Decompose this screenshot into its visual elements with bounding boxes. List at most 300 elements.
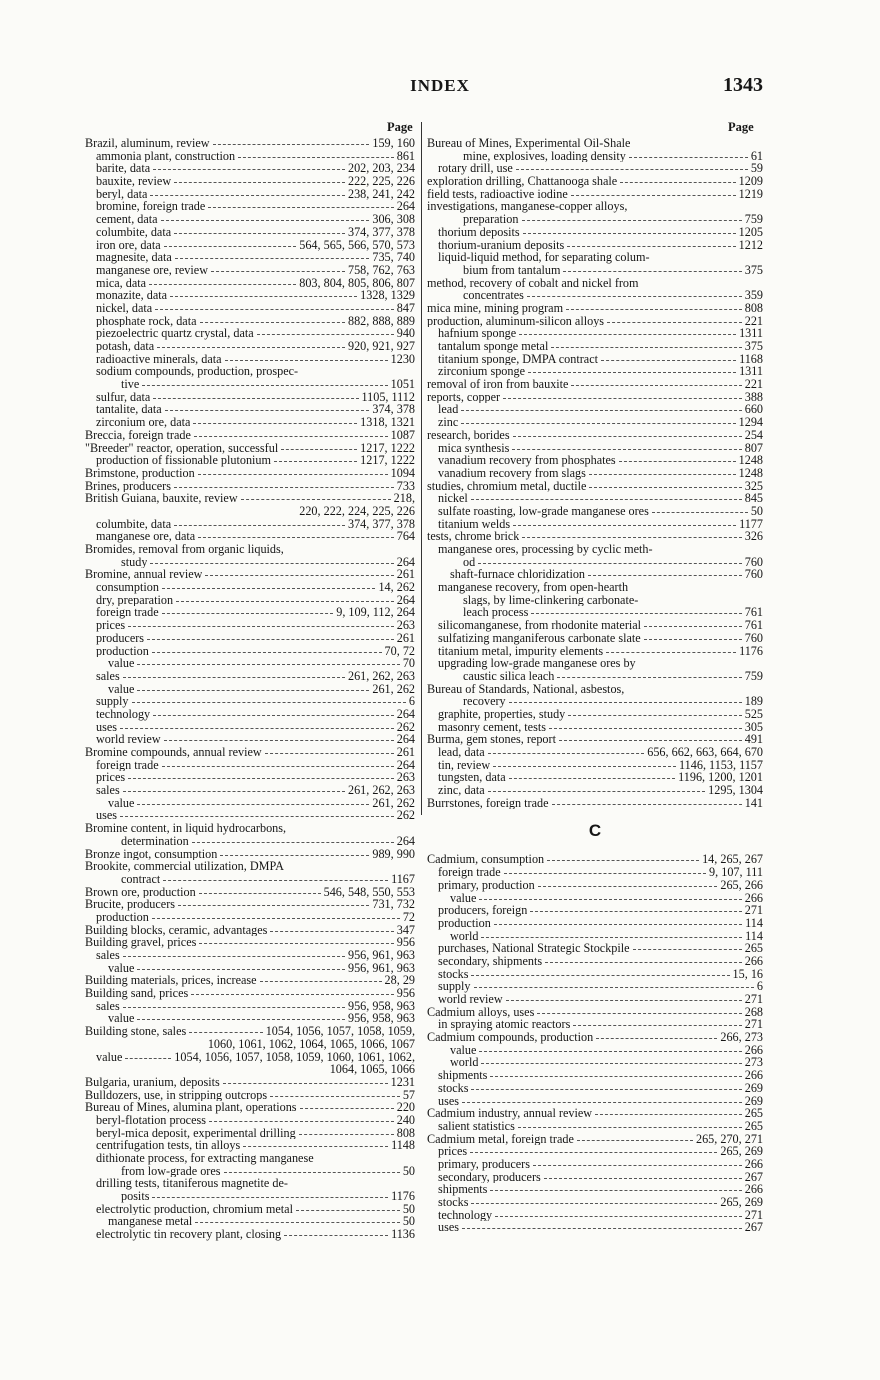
index-entry bbox=[85, 1190, 415, 1203]
dot-leader bbox=[595, 1114, 742, 1115]
page-references: 70, 72 bbox=[384, 644, 415, 658]
dot-leader bbox=[175, 258, 370, 259]
dot-leader bbox=[566, 309, 742, 310]
dot-leader bbox=[512, 449, 741, 450]
dot-leader bbox=[200, 322, 345, 323]
page-references: 28, 29 bbox=[384, 974, 415, 988]
page-references: 1060, 1061, 1062, 1064, 1065, 1066, 1067 bbox=[207, 1037, 415, 1051]
index-term: Burma, gem stones, report bbox=[427, 733, 556, 746]
index-entry bbox=[85, 632, 415, 645]
index-term: removal of iron from bauxite bbox=[427, 378, 569, 391]
dot-leader bbox=[481, 1063, 741, 1064]
dot-leader bbox=[523, 233, 736, 234]
page-references: 6 bbox=[408, 695, 415, 708]
index-term: technology bbox=[438, 1208, 493, 1222]
page-references: 15, 16 bbox=[732, 967, 763, 981]
index-term: titanium metal, impurity elements bbox=[438, 644, 604, 658]
index-term: value bbox=[450, 891, 477, 905]
index-term: stocks bbox=[438, 1196, 469, 1209]
index-entry bbox=[427, 594, 763, 607]
index-entry bbox=[427, 771, 763, 784]
page-references: 50 bbox=[750, 504, 763, 518]
index-entry bbox=[427, 1209, 763, 1222]
page-references: 956 bbox=[396, 936, 415, 949]
index-entry bbox=[427, 942, 763, 955]
dot-leader bbox=[195, 1222, 400, 1223]
index-entry bbox=[427, 721, 763, 734]
index-entry bbox=[85, 695, 415, 708]
dot-leader bbox=[527, 296, 742, 297]
dot-leader bbox=[530, 911, 741, 912]
index-term: magnesite, data bbox=[96, 251, 172, 264]
index-entry bbox=[427, 543, 763, 556]
dot-leader bbox=[522, 537, 741, 538]
index-term: tin, review bbox=[438, 758, 491, 772]
index-entry bbox=[427, 213, 763, 226]
index-term: value bbox=[108, 657, 135, 670]
index-term: Brines, producers bbox=[85, 479, 171, 493]
index-term: field tests, radioactive iodine bbox=[427, 187, 568, 201]
index-entry bbox=[427, 904, 763, 917]
index-entry bbox=[427, 1056, 763, 1069]
page-references: 221 bbox=[744, 378, 763, 391]
index-entry bbox=[85, 962, 415, 975]
page-references: 760 bbox=[744, 568, 763, 582]
index-term: zinc, data bbox=[438, 784, 485, 797]
index-term: shipments bbox=[438, 1069, 488, 1082]
dot-leader bbox=[589, 487, 741, 488]
index-term: from low-grade ores bbox=[121, 1164, 221, 1178]
dot-leader bbox=[504, 873, 706, 874]
page-references: 265, 269 bbox=[720, 1196, 763, 1209]
index-entry bbox=[85, 302, 415, 315]
index-term: Brookite, commercial utilization, DMPA bbox=[85, 860, 284, 873]
index-term: sodium compounds, production, prospec- bbox=[96, 365, 299, 379]
index-entry bbox=[427, 277, 763, 290]
index-term: contract bbox=[121, 872, 161, 886]
dot-leader bbox=[281, 449, 357, 450]
index-term: consumption bbox=[96, 581, 159, 594]
index-entry bbox=[85, 822, 415, 835]
index-entry bbox=[85, 467, 415, 480]
page-references: 1328, 1329 bbox=[360, 289, 415, 302]
page-references: 1177 bbox=[739, 517, 763, 531]
index-entry bbox=[427, 695, 763, 708]
index-term: uses bbox=[96, 720, 117, 734]
index-entry bbox=[85, 848, 415, 861]
page-references: 847 bbox=[396, 301, 415, 315]
dot-leader bbox=[174, 233, 345, 234]
index-term: bromine, foreign trade bbox=[96, 200, 206, 214]
right-column-page-heading: Page bbox=[728, 120, 754, 134]
dot-leader bbox=[153, 715, 394, 716]
dot-leader bbox=[567, 246, 735, 247]
page-references: 305 bbox=[744, 720, 763, 734]
index-term: Bulgaria, uranium, deposits bbox=[85, 1075, 220, 1089]
index-term: electrolytic tin recovery plant, closing bbox=[96, 1228, 282, 1241]
index-term: cement, data bbox=[96, 213, 158, 226]
index-term: Bromine, annual review bbox=[85, 568, 203, 582]
index-entry bbox=[427, 1018, 763, 1031]
index-term: caustic silica leach bbox=[463, 669, 555, 683]
index-entry bbox=[427, 454, 763, 467]
index-term: technology bbox=[96, 707, 151, 721]
page-references: 347 bbox=[396, 923, 415, 937]
index-term: sulfatizing manganiferous carbonate slate bbox=[438, 631, 641, 645]
page-references: 807 bbox=[744, 441, 763, 455]
page-references: 271 bbox=[744, 993, 763, 1006]
index-term: sales bbox=[96, 669, 120, 683]
index-entry bbox=[85, 924, 415, 937]
index-term: Cadmium alloys, uses bbox=[427, 1005, 535, 1019]
index-term: hafnium sponge bbox=[438, 327, 517, 340]
index-term: zinc bbox=[438, 416, 459, 429]
index-entry bbox=[427, 930, 763, 943]
index-term: production bbox=[96, 910, 149, 924]
index-term: primary, producers bbox=[438, 1157, 530, 1171]
dot-leader bbox=[142, 385, 387, 386]
page-references: 1248 bbox=[738, 466, 763, 480]
dot-leader bbox=[223, 1083, 388, 1084]
index-term: "Breeder" reactor, operation, successful bbox=[85, 441, 279, 455]
page-references: 266, 273 bbox=[720, 1031, 763, 1044]
index-term: Building stone, sales bbox=[85, 1025, 187, 1038]
dot-leader bbox=[601, 360, 736, 361]
page-references: 306, 308 bbox=[372, 213, 415, 226]
index-term: purchases, National Strategic Stockpile bbox=[438, 942, 630, 955]
page-references: 263 bbox=[396, 619, 415, 632]
dot-leader bbox=[518, 1127, 742, 1128]
index-term: ammonia plant, construction bbox=[96, 149, 236, 163]
page-references: 660 bbox=[744, 403, 763, 417]
index-entry bbox=[427, 239, 763, 252]
index-term: Cadmium industry, annual review bbox=[427, 1107, 593, 1120]
index-term: prices bbox=[96, 771, 126, 785]
index-term: Bromine content, in liquid hydrocarbons, bbox=[85, 822, 287, 835]
dot-leader bbox=[147, 639, 394, 640]
page-references: 1087 bbox=[390, 428, 415, 442]
dot-leader bbox=[152, 918, 400, 919]
page-references: 266 bbox=[744, 1043, 763, 1057]
dot-leader bbox=[257, 334, 394, 335]
page-references: 388 bbox=[744, 390, 763, 404]
page-references: 114 bbox=[745, 929, 763, 943]
dot-leader bbox=[577, 1140, 693, 1141]
index-term: sales bbox=[96, 999, 120, 1013]
index-entry bbox=[85, 1051, 415, 1064]
page-references: 271 bbox=[744, 1208, 763, 1222]
dot-leader bbox=[551, 347, 741, 348]
dot-leader bbox=[123, 677, 345, 678]
index-entry bbox=[85, 974, 415, 987]
index-entry bbox=[85, 1038, 415, 1051]
dot-leader bbox=[120, 728, 394, 729]
dot-leader bbox=[162, 613, 334, 614]
dot-leader bbox=[128, 626, 394, 627]
dot-leader bbox=[506, 1000, 742, 1001]
dot-leader bbox=[644, 639, 742, 640]
index-term: Burrstones, foreign trade bbox=[427, 796, 549, 810]
index-term: manganese ore, data bbox=[96, 530, 196, 543]
index-term: piezoelectric quartz crystal, data bbox=[96, 327, 254, 340]
page-references: 266 bbox=[744, 1183, 763, 1196]
index-entry bbox=[427, 137, 763, 150]
index-term: phosphate rock, data bbox=[96, 314, 197, 328]
index-term: foreign trade bbox=[96, 606, 159, 620]
dot-leader bbox=[509, 702, 742, 703]
index-term: radioactive minerals, data bbox=[96, 352, 222, 366]
index-entry bbox=[427, 993, 763, 1006]
dot-leader bbox=[471, 1089, 741, 1090]
index-term: world review bbox=[438, 993, 503, 1006]
page-references: 1318, 1321 bbox=[360, 416, 415, 429]
index-term: value bbox=[108, 796, 135, 810]
index-entry bbox=[85, 175, 415, 188]
dot-leader bbox=[132, 702, 406, 703]
index-entry bbox=[85, 759, 415, 772]
dot-leader bbox=[563, 271, 741, 272]
page-references: 265 bbox=[744, 1107, 763, 1120]
index-term: foreign trade bbox=[96, 758, 159, 772]
dot-leader bbox=[165, 410, 370, 411]
dot-leader bbox=[137, 690, 369, 691]
page-references: 189 bbox=[744, 695, 763, 708]
index-entry bbox=[85, 708, 415, 721]
index-section-letter: C bbox=[588, 821, 602, 841]
page-references: 72 bbox=[402, 910, 415, 924]
index-term: upgrading low-grade manganese ores by bbox=[438, 657, 636, 670]
index-term: investigations, manganese-copper alloys, bbox=[427, 200, 628, 214]
dot-leader bbox=[488, 791, 705, 792]
index-entry bbox=[427, 1031, 763, 1044]
index-entry bbox=[427, 162, 763, 175]
page-references: 375 bbox=[744, 340, 763, 353]
page-references: 808 bbox=[744, 301, 763, 315]
index-term: columbite, data bbox=[96, 517, 172, 531]
page-references: 1054, 1056, 1057, 1058, 1059, 1060, 1061, 1062, bbox=[174, 1050, 415, 1064]
index-term: value bbox=[96, 1050, 123, 1064]
index-entry bbox=[427, 708, 763, 721]
index-entry bbox=[85, 277, 415, 290]
index-term: world review bbox=[96, 733, 161, 746]
dot-leader bbox=[225, 360, 388, 361]
dot-leader bbox=[296, 1210, 400, 1211]
page-references: 1231 bbox=[390, 1075, 415, 1089]
index-term: producers bbox=[96, 631, 145, 645]
dot-leader bbox=[220, 855, 369, 856]
index-term: Brazil, aluminum, review bbox=[85, 137, 210, 150]
dot-leader bbox=[164, 740, 394, 741]
page-references: 761 bbox=[744, 619, 763, 632]
index-entry bbox=[427, 1158, 763, 1171]
dot-leader bbox=[589, 474, 736, 475]
index-term: salient statistics bbox=[438, 1119, 515, 1133]
index-term: value bbox=[108, 682, 135, 696]
page-references: 1196, 1200, 1201 bbox=[678, 771, 763, 785]
index-term: monazite, data bbox=[96, 289, 168, 302]
dot-leader bbox=[519, 334, 736, 335]
page-references: 1217, 1222 bbox=[360, 454, 415, 467]
index-entry bbox=[85, 340, 415, 353]
page-references: 491 bbox=[744, 733, 763, 746]
index-entry bbox=[85, 873, 415, 886]
dot-leader bbox=[161, 220, 370, 221]
dot-leader bbox=[194, 436, 388, 437]
index-term: British Guiana, bauxite, review bbox=[85, 492, 238, 505]
index-entry bbox=[427, 340, 763, 353]
index-term: thorium-uranium deposits bbox=[438, 238, 565, 252]
page-references: 761 bbox=[744, 606, 763, 620]
index-entry bbox=[427, 759, 763, 772]
index-entry bbox=[85, 556, 415, 569]
dot-leader bbox=[547, 860, 699, 861]
page-references: 9, 107, 111 bbox=[709, 866, 763, 879]
dot-leader bbox=[193, 423, 357, 424]
index-term: shaft-furnace chloridization bbox=[450, 568, 586, 582]
index-entry bbox=[427, 917, 763, 930]
index-entry bbox=[427, 150, 763, 163]
index-entry bbox=[427, 378, 763, 391]
page-references: 760 bbox=[744, 555, 763, 569]
index-term: posits bbox=[121, 1190, 150, 1203]
dot-leader bbox=[619, 461, 736, 462]
index-entry bbox=[427, 315, 763, 328]
page-references: 656, 662, 663, 664, 670 bbox=[647, 746, 763, 759]
index-entry bbox=[427, 1183, 763, 1196]
index-entry bbox=[85, 454, 415, 467]
page-references: 261, 262 bbox=[372, 682, 415, 696]
index-term: zirconium sponge bbox=[438, 365, 525, 379]
index-entry bbox=[85, 581, 415, 594]
index-term: determination bbox=[121, 834, 189, 848]
dot-leader bbox=[490, 1076, 741, 1077]
index-entry bbox=[427, 581, 763, 594]
page-references: 1176 bbox=[391, 1190, 415, 1203]
index-entry bbox=[427, 657, 763, 670]
dot-leader bbox=[152, 652, 382, 653]
dot-leader bbox=[123, 1007, 345, 1008]
index-entry bbox=[427, 492, 763, 505]
dot-leader bbox=[607, 322, 742, 323]
dot-leader bbox=[557, 677, 741, 678]
page-references: 1205 bbox=[738, 225, 763, 239]
index-term: slags, by lime-clinkering carbonate- bbox=[463, 593, 639, 607]
page-references: 359 bbox=[744, 289, 763, 302]
index-entry bbox=[427, 784, 763, 797]
index-term: Bronze ingot, consumption bbox=[85, 847, 218, 861]
index-term: nickel bbox=[438, 492, 468, 505]
dot-leader bbox=[568, 715, 741, 716]
dot-leader bbox=[462, 1102, 742, 1103]
index-term: Building gravel, prices bbox=[85, 936, 197, 949]
dot-leader bbox=[300, 1108, 394, 1109]
dot-leader bbox=[503, 398, 742, 399]
page-references: 1209 bbox=[738, 175, 763, 188]
index-term: Building blocks, ceramic, advantages bbox=[85, 923, 268, 937]
dot-leader bbox=[137, 1019, 345, 1020]
dot-leader bbox=[174, 487, 394, 488]
dot-leader bbox=[516, 169, 748, 170]
index-term: uses bbox=[96, 809, 117, 823]
page-references: 1054, 1056, 1057, 1058, 1059, bbox=[265, 1025, 415, 1038]
index-term: titanium sponge, DMPA contract bbox=[438, 352, 599, 366]
page-references: 956, 958, 963 bbox=[347, 999, 415, 1013]
page-references: 271 bbox=[744, 1018, 763, 1032]
page-references: 70 bbox=[402, 657, 415, 670]
page-references: 264 bbox=[396, 758, 415, 772]
index-entry bbox=[85, 936, 415, 949]
dot-leader bbox=[559, 740, 742, 741]
page-references: 262 bbox=[396, 809, 415, 823]
page-references: 265 bbox=[744, 942, 763, 955]
index-entry bbox=[85, 378, 415, 391]
index-term: value bbox=[108, 961, 135, 975]
index-term: vanadium recovery from phosphates bbox=[438, 454, 616, 467]
index-entry bbox=[85, 188, 415, 201]
index-entry bbox=[85, 1000, 415, 1013]
index-entry bbox=[427, 746, 763, 759]
page-references: 266 bbox=[744, 1069, 763, 1082]
dot-leader bbox=[211, 271, 345, 272]
index-entry bbox=[85, 226, 415, 239]
page-references: 1311 bbox=[739, 365, 763, 379]
page-references: 956, 958, 963 bbox=[347, 1012, 415, 1026]
index-entry bbox=[85, 860, 415, 873]
index-entry bbox=[85, 162, 415, 175]
dot-leader bbox=[137, 664, 399, 665]
dot-leader bbox=[644, 626, 742, 627]
page-references: 269 bbox=[744, 1081, 763, 1095]
dot-leader bbox=[155, 309, 394, 310]
index-term: mine, explosives, loading density bbox=[463, 149, 626, 163]
index-term: tests, chrome brick bbox=[427, 530, 520, 543]
index-term: iron ore, data bbox=[96, 238, 161, 252]
index-entry bbox=[85, 200, 415, 213]
index-term: sales bbox=[96, 784, 120, 797]
index-term: silicomanganese, from rhodonite material bbox=[438, 619, 642, 632]
index-entry bbox=[427, 353, 763, 366]
page-references: 1176 bbox=[739, 644, 763, 658]
page-references: 221 bbox=[744, 314, 763, 328]
page-references: 1136 bbox=[391, 1228, 415, 1241]
page-references: 989, 990 bbox=[372, 847, 415, 861]
dot-leader bbox=[149, 284, 296, 285]
index-entry bbox=[427, 1044, 763, 1057]
index-term: bauxite, review bbox=[96, 175, 172, 188]
index-term: studies, chromium metal, ductile bbox=[427, 479, 587, 493]
index-term: reports, copper bbox=[427, 390, 501, 404]
index-entry bbox=[427, 879, 763, 892]
index-entry bbox=[85, 289, 415, 302]
dot-leader bbox=[205, 575, 393, 576]
index-entry bbox=[427, 892, 763, 905]
page-references: 758, 762, 763 bbox=[347, 263, 415, 277]
index-entry bbox=[85, 1127, 415, 1140]
index-entry bbox=[427, 866, 763, 879]
index-term: in spraying atomic reactors bbox=[438, 1018, 571, 1032]
index-entry bbox=[85, 1012, 415, 1025]
dot-leader bbox=[284, 1235, 388, 1236]
index-term: beryl-mica deposit, experimental drilling bbox=[96, 1126, 296, 1140]
index-term: nickel, data bbox=[96, 301, 153, 315]
index-entry bbox=[427, 264, 763, 277]
page-references: 261 bbox=[396, 631, 415, 645]
index-entry bbox=[85, 949, 415, 962]
index-entry bbox=[85, 137, 415, 150]
page-references: 940 bbox=[396, 327, 415, 340]
index-entry bbox=[85, 594, 415, 607]
index-term: primary, production bbox=[438, 878, 535, 892]
